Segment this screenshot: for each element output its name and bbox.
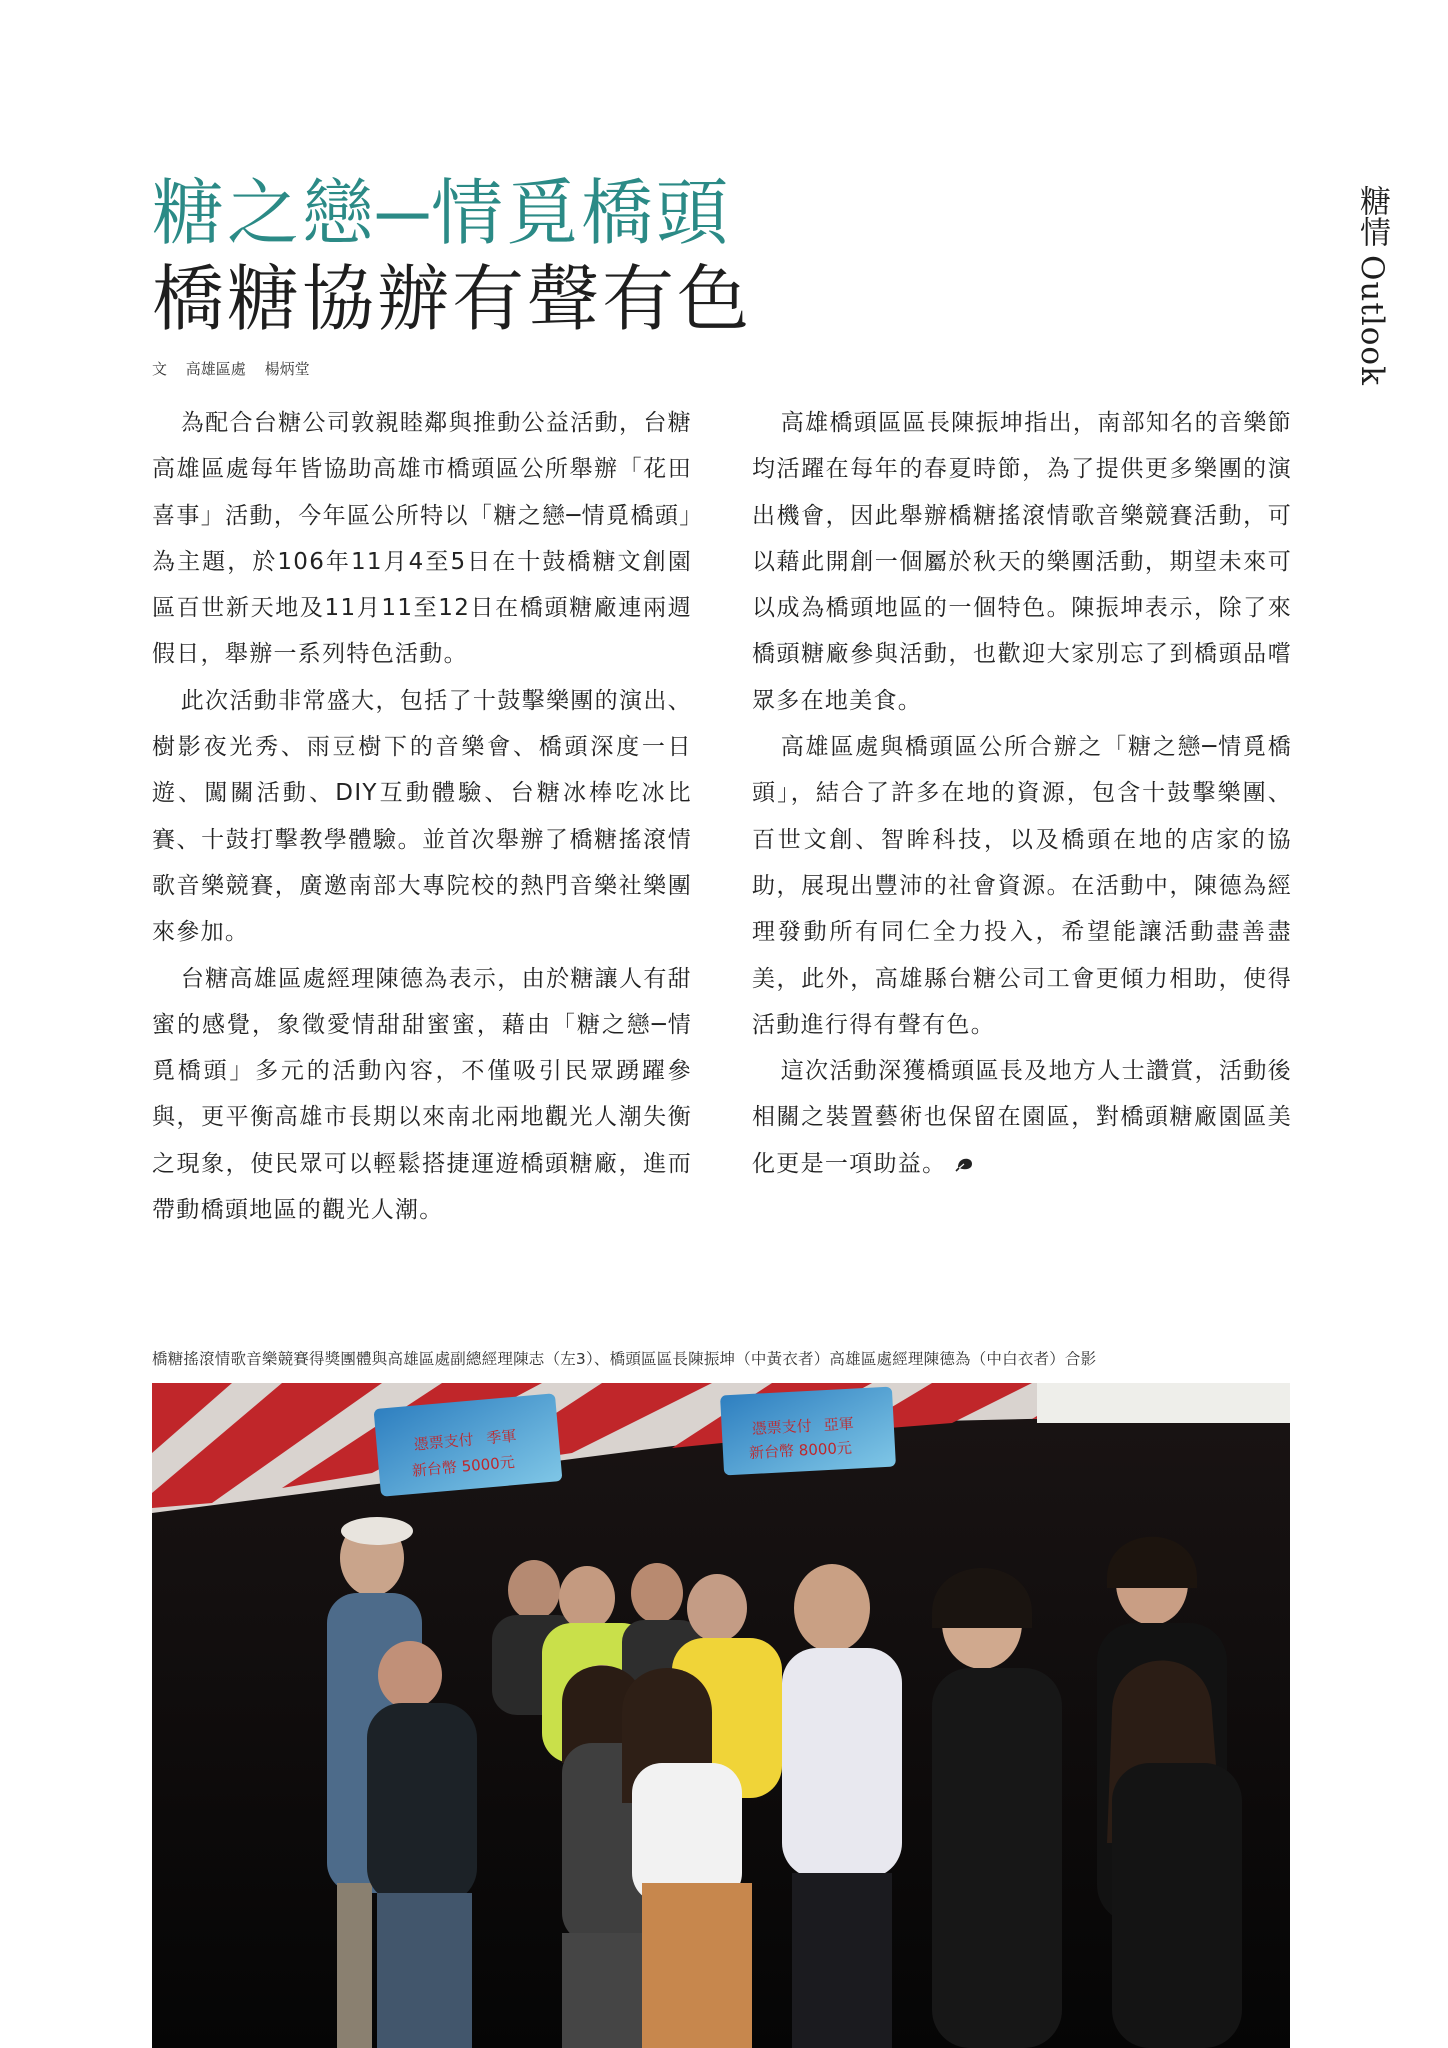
paragraph: 為配合台糖公司敦親睦鄰與推動公益活動，台糖高雄區處每年皆協助高雄市橋頭區公所舉辦「花田喜事」活動，今年區公所特以「糖之戀─情覓橋頭」為主題，於106年11月4至5日在十鼓橋糖文創園區百世新天地及11月11至12日在橋頭糖廠連兩週假日，舉辦一系列特色活動。	[152, 410, 692, 668]
sign-right-line3: 新台幣 8000元	[748, 1438, 853, 1463]
award-sign-second-place	[720, 1387, 896, 1476]
paragraph: 台糖高雄區處經理陳德為表示，由於糖讓人有甜蜜的感覺，象徵愛情甜甜蜜蜜，藉由「糖之戀─情覓橋頭」多元的活動內容，不僅吸引民眾踴躍參與，更平衡高雄市長期以來南北兩地觀光人潮失衡之現象，使民眾可以輕鬆搭捷運遊橋頭糖廠，進而帶動橋頭地區的觀光人潮。	[152, 965, 692, 1224]
article-title: 糖之戀─情覓橋頭	[152, 171, 732, 255]
byline	[152, 358, 324, 379]
sign-right-line2: 亞軍	[823, 1414, 855, 1435]
paragraph: 此次活動非常盛大，包括了十鼓擊樂團的演出、樹影夜光秀、雨豆樹下的音樂會、橋頭深度一日遊、闖關活動、DIY互動體驗、台糖冰棒吃冰比賽、十鼓打擊教學體驗。並首次舉辦了橋糖搖滾情歌音樂競賽，廣邀南部大專院校的熱門音樂社樂團來參加。	[152, 687, 692, 946]
sign-left-line3: 新台幣 5000元	[411, 1453, 516, 1480]
event-photo-illustration	[152, 1383, 1290, 2048]
paragraph	[752, 1048, 1292, 1187]
photo-caption: 橋糖搖滾情歌音樂競賽得獎團體與高雄區處副總經理陳志（左3）、橋頭區區長陳振坤（中黃衣者）高雄區處經理陳德為（中白衣者）合影	[152, 1350, 1097, 1368]
sign-left-line1: 憑票支付	[412, 1430, 475, 1454]
byline-label: 文	[152, 360, 168, 378]
event-photo	[152, 1383, 1290, 2048]
sign-right-line1: 憑票支付	[751, 1416, 813, 1438]
section-tab-chinese: 糖情	[1354, 185, 1390, 247]
article-column-left	[152, 400, 692, 1233]
byline-department: 高雄區處	[185, 360, 246, 378]
article-column-right	[752, 400, 1292, 1187]
article-subtitle: 橋糖協辦有聲有色	[152, 257, 753, 341]
byline-author: 楊炳堂	[264, 360, 310, 378]
paragraph-text: 這次活動深獲橋頭區長及地方人士讚賞，活動後相關之裝置藝術也保留在園區，對橋頭糖廠園區美化更是一項助益。	[752, 1058, 1292, 1177]
section-side-tab	[1352, 185, 1392, 386]
award-sign-third-place	[374, 1393, 563, 1497]
sign-left-line2: 季軍	[485, 1426, 518, 1448]
article-end-leaf-icon	[955, 1156, 975, 1172]
paragraph: 高雄橋頭區區長陳振坤指出，南部知名的音樂節均活躍在每年的春夏時節，為了提供更多樂團的演出機會，因此舉辦橋糖搖滾情歌音樂競賽活動，可以藉此開創一個屬於秋天的樂團活動，期望未來可以成為橋頭地區的一個特色。陳振坤表示，除了來橋頭糖廠參與活動，也歡迎大家別忘了到橋頭品嚐眾多在地美食。	[752, 410, 1292, 714]
section-tab-english: Outlook	[1354, 255, 1390, 386]
paragraph: 高雄區處與橋頭區公所合辦之「糖之戀─情覓橋頭」，結合了許多在地的資源，包含十鼓擊樂團、百世文創、智眸科技，以及橋頭在地的店家的協助，展現出豐沛的社會資源。在活動中，陳德為經理發動所有同仁全力投入，希望能讓活動盡善盡美，此外，高雄縣台糖公司工會更傾力相助，使得活動進行得有聲有色。	[752, 734, 1292, 1038]
